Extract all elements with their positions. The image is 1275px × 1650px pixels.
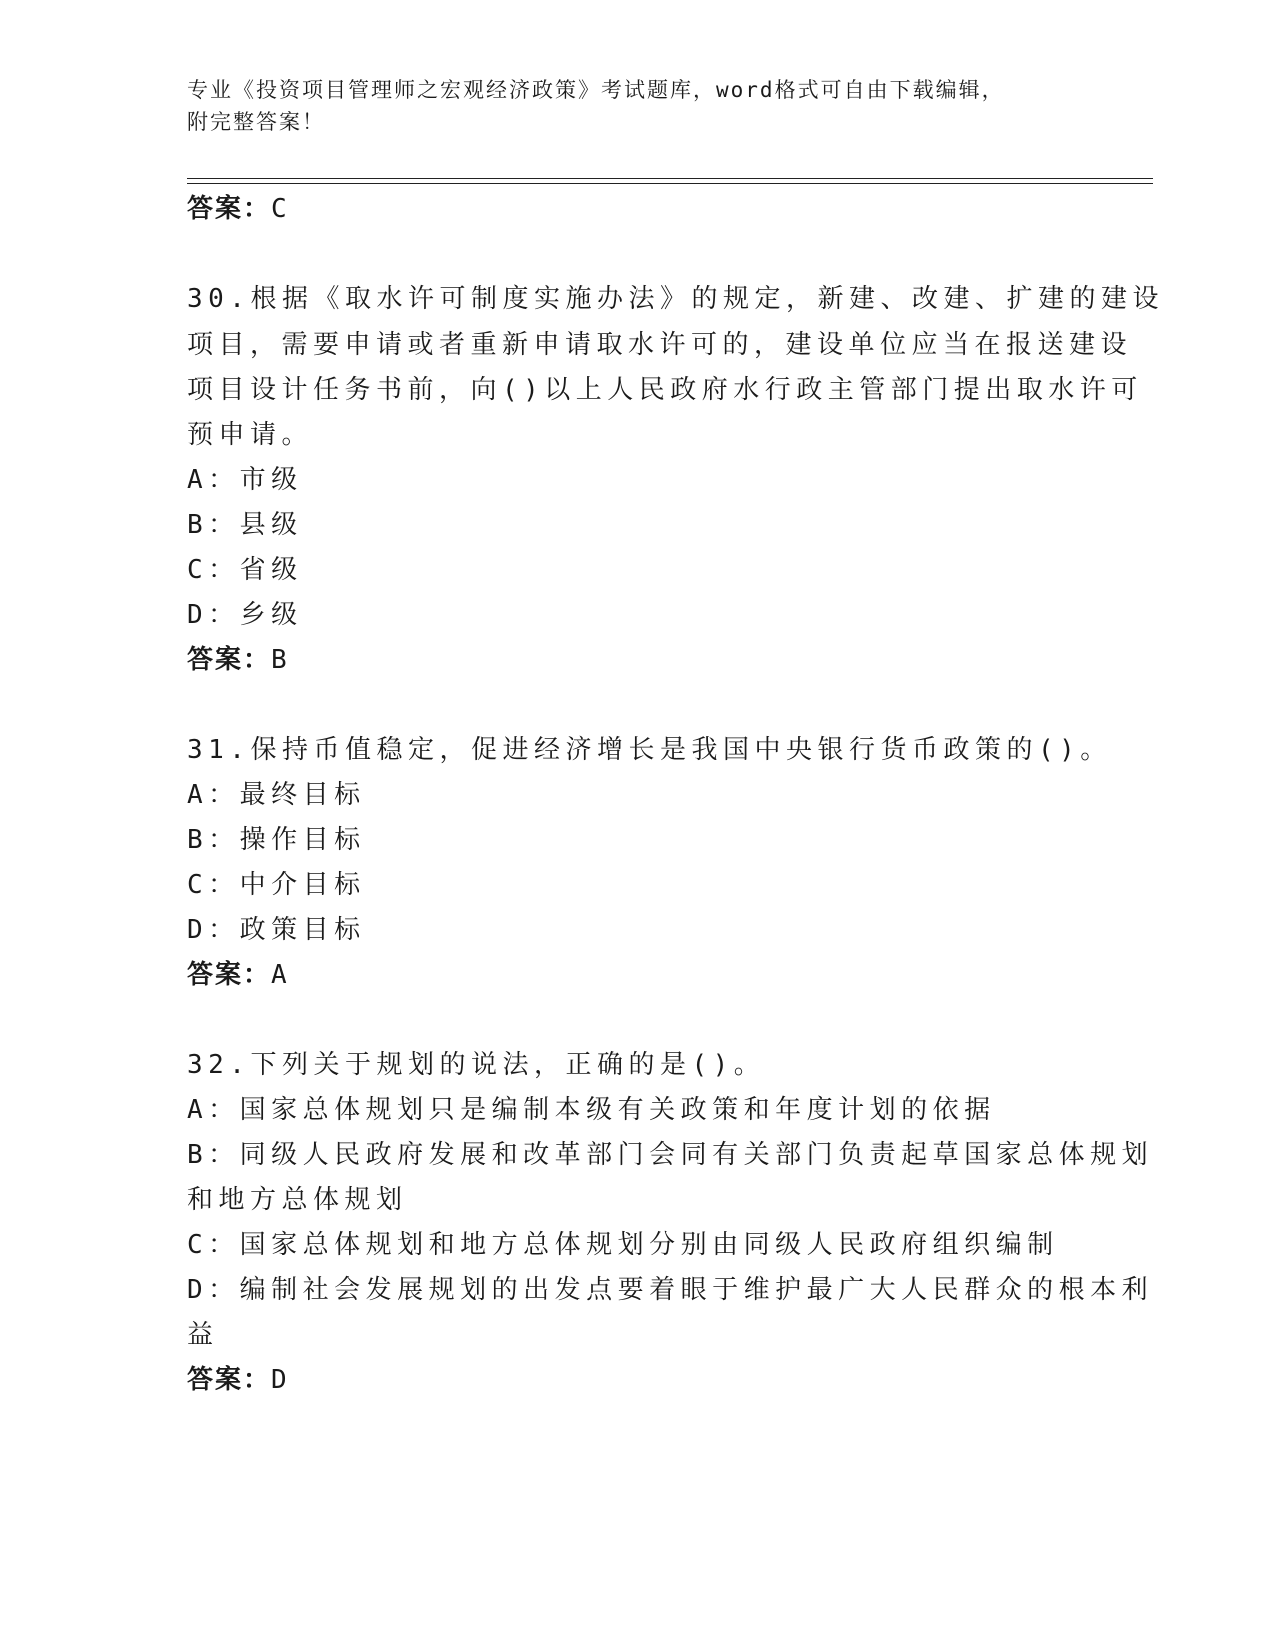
answer-value: D (271, 1365, 289, 1395)
document-header (187, 74, 1087, 138)
option-d: D：乡级 (187, 600, 303, 630)
option-c: C：国家总体规划和地方总体规划分别由同级人民政府组织编制 (187, 1230, 1059, 1260)
question-text-line: 项目设计任务书前，向()以上人民政府水行政主管部门提出取水许可 (187, 375, 1143, 405)
option-d: D：政策目标 (187, 915, 366, 945)
option-a: A：市级 (187, 465, 303, 495)
question-text-line: 项目，需要申请或者重新申请取水许可的，建设单位应当在报送建设 (187, 330, 1133, 360)
question-text-line: 预申请。 (187, 420, 314, 450)
option-d: D：编制社会发展规划的出发点要着眼于维护最广大人民群众的根本利 (187, 1275, 1154, 1305)
answer-label: 答案： (187, 645, 272, 675)
question-text-line: 31.保持币值稳定，促进经济增长是我国中央银行货币政策的()。 (187, 735, 1112, 765)
option-a: A：国家总体规划只是编制本级有关政策和年度计划的依据 (187, 1095, 996, 1125)
previous-answer (187, 194, 289, 224)
header-divider-top (187, 178, 1153, 179)
answer-label: 答案： (187, 1365, 272, 1395)
option-b: B：操作目标 (187, 825, 366, 855)
question-31-answer (187, 960, 289, 990)
question-text-line: 32.下列关于规划的说法，正确的是()。 (187, 1050, 766, 1080)
option-d-continued: 益 (187, 1320, 219, 1350)
header-divider-bottom (187, 183, 1153, 184)
header-line-1: 专业《投资项目管理师之宏观经济政策》考试题库，word格式可自由下载编辑， (187, 78, 1005, 102)
answer-value: C (271, 194, 289, 224)
option-b: B：县级 (187, 510, 303, 540)
option-c: C：省级 (187, 555, 303, 585)
header-line-2: 附完整答案！ (187, 110, 325, 134)
question-30-answer (187, 645, 289, 675)
answer-value: A (271, 960, 289, 990)
answer-value: B (271, 645, 289, 675)
option-b: B：同级人民政府发展和改革部门会同有关部门负责起草国家总体规划 (187, 1140, 1154, 1170)
question-text-line: 30.根据《取水许可制度实施办法》的规定，新建、改建、扩建的建设 (187, 284, 1164, 314)
option-c: C：中介目标 (187, 870, 366, 900)
option-b-continued: 和地方总体规划 (187, 1185, 408, 1215)
option-a: A：最终目标 (187, 780, 366, 810)
question-32-answer (187, 1365, 289, 1395)
answer-label: 答案： (187, 960, 272, 990)
answer-label: 答案： (187, 194, 272, 224)
